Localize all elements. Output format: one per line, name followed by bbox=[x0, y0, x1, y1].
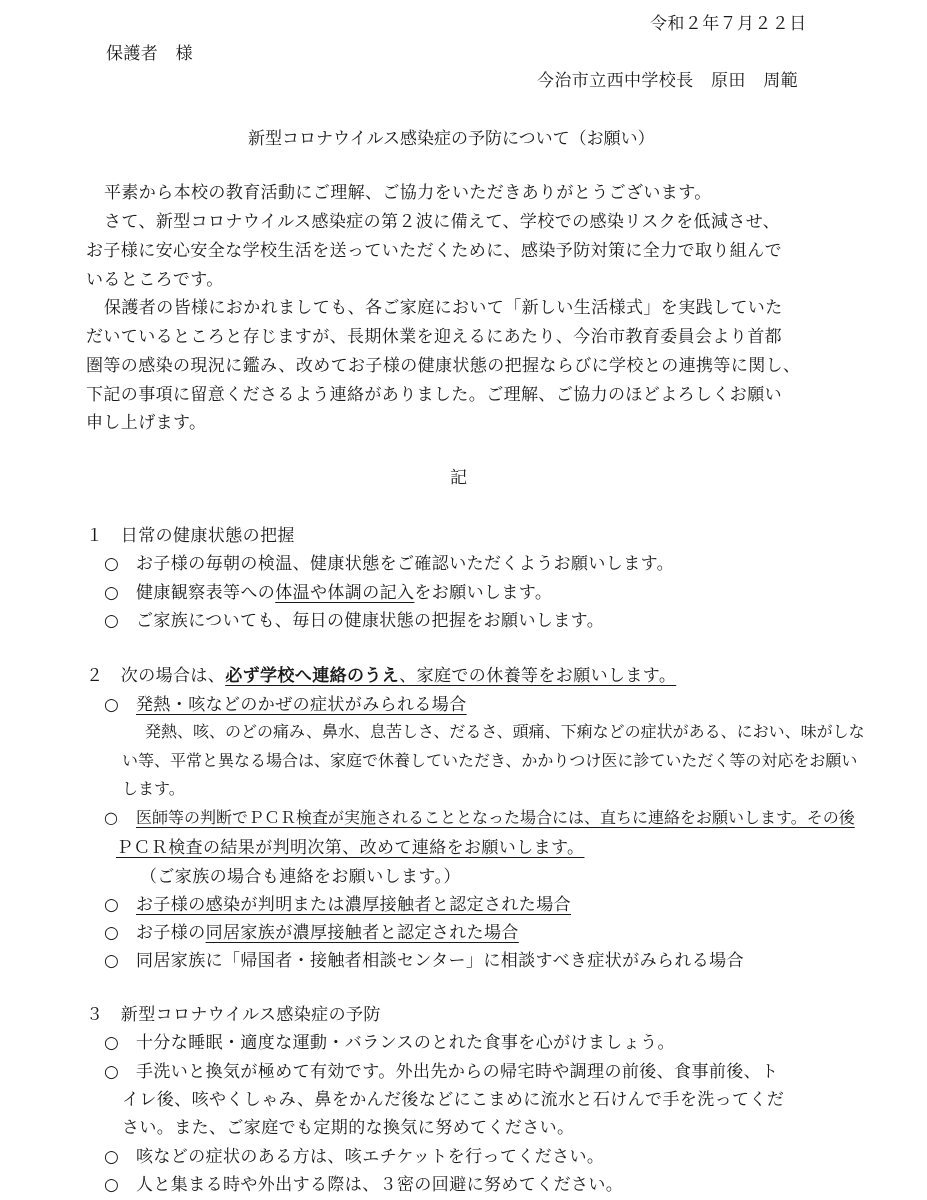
list-item: ○ 医師等の判断でＰＣＲ検査が実施されることとなった場合には、直ちに連絡をお願いします。その後 bbox=[104, 808, 855, 827]
intro-paragraph-3-line: だいているところと存じますが、長期休業を迎えるにあたり、今治市教育委員会より首都 bbox=[86, 327, 782, 347]
intro-paragraph-2-line: いるところです。 bbox=[86, 270, 224, 290]
intro-paragraph-2-line: お子様に安心安全な学校生活を送っていただくために、感染予防対策に全力で取り組んで bbox=[86, 241, 782, 261]
bullet-icon: ○ bbox=[104, 1033, 120, 1053]
intro-paragraph-3-line: 下記の事項に留意くださるよう連絡がありました。ご理解、ご協力のほどよろしくお願い bbox=[86, 385, 782, 405]
list-item: ○ ご家族についても、毎日の健康状態の把握をお願いします。 bbox=[104, 611, 605, 631]
list-item: ○ 咳などの症状のある方は、咳エチケットを行ってください。 bbox=[104, 1147, 605, 1167]
list-item: ○ 人と集まる時や外出する際は、３密の回避に努めてください。 bbox=[104, 1175, 624, 1195]
bullet-icon: ○ bbox=[104, 895, 120, 915]
list-item: ○ 手洗いと換気が極めて有効です。外出先からの帰宅時や調理の前後、食事前後、ト bbox=[104, 1062, 779, 1082]
recipient: 保護者 様 bbox=[106, 44, 193, 64]
section-3-heading: ３ 新型コロナウイルス感染症の予防 bbox=[86, 1005, 381, 1025]
list-item: ○ お子様の毎朝の検温、健康状態をご確認いただくようお願いします。 bbox=[104, 554, 675, 574]
bullet-icon: ○ bbox=[104, 923, 120, 943]
intro-paragraph-3-line: 保護者の皆様におかれましても、各ご家庭において「新しい生活様式」を実践していた bbox=[104, 298, 783, 318]
intro-paragraph-2-line: さて、新型コロナウイルス感染症の第２波に備えて、学校での感染リスクを低減させ、 bbox=[104, 212, 781, 232]
bullet-icon: ○ bbox=[104, 808, 118, 827]
sender: 今治市立西中学校長 原田 周範 bbox=[537, 71, 798, 91]
list-item: ○ 十分な睡眠・適度な運動・バランスのとれた食事を心がけましょう。 bbox=[104, 1033, 675, 1053]
section-1-heading: １ 日常の健康状態の把握 bbox=[86, 526, 295, 546]
bullet-icon: ○ bbox=[104, 695, 120, 715]
ki-marker: 記 bbox=[450, 468, 467, 488]
detail-line: い等、平常と異なる場合は、家庭で休養していただき、かかりつけ医に診ていただく等の対応をお願い bbox=[122, 751, 858, 770]
detail-line: さい。また、ご家庭でも定期的な換気に努めてください。 bbox=[122, 1118, 575, 1138]
bullet-icon: ○ bbox=[104, 951, 120, 971]
intro-paragraph-3-line: 圏等の感染の現況に鑑み、改めてお子様の健康状態の把握ならびに学校との連携等に関し、 bbox=[86, 356, 801, 376]
detail-line: ＰＣＲ検査の結果が判明次第、改めて連絡をお願いします。 bbox=[116, 838, 585, 858]
intro-paragraph-3-line: 申し上げます。 bbox=[86, 413, 207, 433]
note-line: （ご家族の場合も連絡をお願いします。） bbox=[140, 867, 461, 887]
detail-line: します。 bbox=[122, 779, 185, 798]
bullet-icon: ○ bbox=[104, 1147, 120, 1167]
list-item: ○ 健康観察表等への体温や体調の記入をお願いします。 bbox=[104, 583, 553, 603]
detail-line: 発熱、咳、のどの痛み、鼻水、息苦しさ、だるさ、頭痛、下痢などの症状がある、におい、味がしな bbox=[145, 722, 865, 741]
list-item: ○ お子様の感染が判明または濃厚接触者と認定された場合 bbox=[104, 895, 571, 915]
intro-paragraph-1: 平素から本校の教育活動にご理解、ご協力をいただきありがとうございます。 bbox=[104, 183, 712, 203]
date: 令和２年７月２２日 bbox=[650, 14, 807, 34]
section-2-heading: ２ 次の場合は、必ず学校へ連絡のうえ、家庭での休養等をお願いします。 bbox=[86, 666, 677, 686]
list-item: ○ 発熱・咳などのかぜの症状がみられる場合 bbox=[104, 695, 467, 715]
list-item: ○ お子様の同居家族が濃厚接触者と認定された場合 bbox=[104, 923, 519, 943]
bullet-icon: ○ bbox=[104, 554, 120, 574]
bullet-icon: ○ bbox=[104, 1062, 120, 1082]
bullet-icon: ○ bbox=[104, 583, 120, 603]
detail-line: イレ後、咳やくしゃみ、鼻をかんだ後などにこまめに流水と石けんで手を洗ってくだ bbox=[122, 1090, 785, 1110]
list-item: ○ 同居家族に「帰国者・接触者相談センター」に相談すべき症状がみられる場合 bbox=[104, 951, 744, 971]
bullet-icon: ○ bbox=[104, 611, 120, 631]
page-title: 新型コロナウイルス感染症の予防について（お願い） bbox=[248, 129, 655, 149]
bullet-icon: ○ bbox=[104, 1175, 120, 1195]
